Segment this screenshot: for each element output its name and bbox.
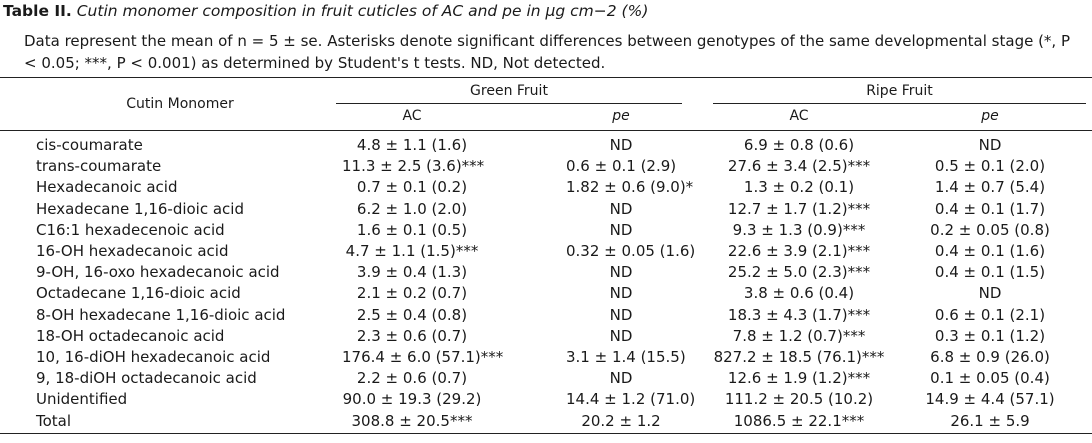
ripe-ac-cell: 827.2 ± 18.5 (76.1)*** [713,348,885,366]
green-ac-cell: 2.1 ± 0.2 (0.7) [356,284,468,303]
green-pe-cell: ND [609,284,633,303]
green-pe-cell: 0.32 ± 0.05 (1.6) [566,242,696,260]
monomer-name-cell: 8-OH hexadecane 1,16-dioic acid [36,305,286,324]
ripe-pe-cell: 0.1 ± 0.05 (0.4) [930,369,1050,388]
green-ac-cell: 0.7 ± 0.1 (0.2) [356,178,468,197]
green-ac-cell: 2.5 ± 0.4 (0.8) [356,305,468,324]
header-ripe-ac: AC [789,108,809,124]
monomer-name-cell: 10, 16-diOH hexadecanoic acid [36,348,271,366]
monomer-name-cell: Octadecane 1,16-dioic acid [36,284,241,303]
ripe-pe-cell: 26.1 ± 5.9 [950,411,1030,430]
green-ac-cell: 2.2 ± 0.6 (0.7) [356,369,468,388]
ripe-ac-cell: 1.3 ± 0.2 (0.1) [743,178,855,197]
monomer-name-cell: Total [36,411,72,430]
green-ac-cell: 3.9 ± 0.4 (1.3) [356,263,468,282]
ripe-pe-cell: 14.9 ± 4.4 (57.1) [925,390,1055,409]
ripe-ac-cell: 9.3 ± 1.3 (0.9)*** [732,220,866,239]
ripe-ac-cell: 25.2 ± 5.0 (2.3)*** [727,263,871,282]
green-ac-cell: 2.3 ± 0.6 (0.7) [356,326,468,345]
monomer-name-cell: 9, 18-diOH octadecanoic acid [36,369,257,388]
table-note: Data represent the mean of n = 5 ± se. Asterisks denote significant differences between genotypes of the same developmental stage (*, P < 0.05; ***, P < 0.001) as determined by Student's t tests. ND, Not detected. [24,32,1071,72]
ripe-ac-cell: 111.2 ± 20.5 (10.2) [724,390,874,409]
table-label: Table II. [3,2,72,20]
header-green-pe: pe [612,108,630,124]
ripe-pe-cell: 0.4 ± 0.1 (1.5) [934,263,1046,282]
top-rule [0,77,1092,78]
green-ac-cell: 11.3 ± 2.5 (3.6)*** [342,157,485,176]
green-pe-cell: ND [609,263,633,282]
green-ac-cell: 4.7 ± 1.1 (1.5)*** [345,242,479,260]
ripe-pe-cell: 1.4 ± 0.7 (5.4) [934,178,1046,197]
green-pe-cell: ND [609,326,633,345]
monomer-name-cell: Hexadecanoic acid [36,178,178,197]
header-ripe-pe: pe [981,108,999,124]
green-ac-cell: 308.8 ± 20.5*** [351,411,473,430]
header-ripe-fruit: Ripe Fruit [866,83,933,99]
ripe-pe-cell: 0.3 ± 0.1 (1.2) [934,326,1046,345]
ripe-pe-cell: 6.8 ± 0.9 (26.0) [930,348,1050,366]
ripe-ac-cell: 22.6 ± 3.9 (2.1)*** [727,242,871,260]
ripe-pe-cell: 0.2 ± 0.05 (0.8) [930,220,1050,239]
green-pe-cell: ND [609,369,633,388]
monomer-name-cell: 18-OH octadecanoic acid [36,326,225,345]
green-fruit-rule [336,103,682,104]
green-ac-cell: 4.8 ± 1.1 (1.6) [356,136,468,154]
ripe-pe-cell: 0.4 ± 0.1 (1.6) [934,242,1046,260]
green-pe-cell: 1.82 ± 0.6 (9.0)* [566,178,694,197]
green-pe-cell: 14.4 ± 1.2 (71.0) [566,390,696,409]
monomer-name-cell: Hexadecane 1,16-dioic acid [36,199,244,218]
ripe-fruit-rule [713,103,1086,104]
ripe-pe-cell: ND [978,136,1002,154]
ripe-ac-cell: 12.7 ± 1.7 (1.2)*** [727,199,871,218]
monomer-name-cell: cis-coumarate [36,136,143,154]
monomer-name-cell: trans-coumarate [36,157,162,176]
ripe-pe-cell: 0.6 ± 0.1 (2.1) [934,305,1046,324]
monomer-name-cell: C16:1 hexadecenoic acid [36,220,225,239]
ripe-ac-cell: 12.6 ± 1.9 (1.2)*** [727,369,871,388]
table-caption: Cutin monomer composition in fruit cuticles of AC and pe in μg cm−2 (%) [76,2,649,20]
header-green-ac: AC [402,108,422,124]
monomer-name-cell: Unidentified [36,390,128,409]
green-pe-cell: ND [609,199,633,218]
table-title [3,2,648,20]
ripe-pe-cell: ND [978,284,1002,303]
green-ac-cell: 90.0 ± 19.3 (29.2) [342,390,482,409]
header-green-fruit: Green Fruit [470,83,548,99]
header-bottom-rule [0,130,1092,131]
ripe-ac-cell: 18.3 ± 4.3 (1.7)*** [727,305,871,324]
green-pe-cell: ND [609,220,633,239]
green-pe-cell: 0.6 ± 0.1 (2.9) [566,157,677,176]
green-pe-cell: 20.2 ± 1.2 [581,411,661,430]
ripe-ac-cell: 7.8 ± 1.2 (0.7)*** [732,326,866,345]
ripe-pe-cell: 0.4 ± 0.1 (1.7) [934,199,1046,218]
ripe-ac-cell: 27.6 ± 3.4 (2.5)*** [727,157,871,176]
ripe-ac-cell: 6.9 ± 0.8 (0.6) [743,136,855,154]
monomer-name-cell: 16-OH hexadecanoic acid [36,242,229,260]
bottom-rule [0,433,1092,434]
ripe-ac-cell: 1086.5 ± 22.1*** [733,411,865,430]
monomer-name-cell: 9-OH, 16-oxo hexadecanoic acid [36,263,280,282]
green-pe-cell: ND [609,305,633,324]
ripe-ac-cell: 3.8 ± 0.6 (0.4) [743,284,855,303]
green-ac-cell: 176.4 ± 6.0 (57.1)*** [342,348,504,366]
ripe-pe-cell: 0.5 ± 0.1 (2.0) [934,157,1046,176]
green-pe-cell: ND [609,136,633,154]
header-cutin-monomer: Cutin Monomer [126,96,234,112]
green-ac-cell: 1.6 ± 0.1 (0.5) [356,220,468,239]
green-ac-cell: 6.2 ± 1.0 (2.0) [356,199,468,218]
green-pe-cell: 3.1 ± 1.4 (15.5) [566,348,686,366]
